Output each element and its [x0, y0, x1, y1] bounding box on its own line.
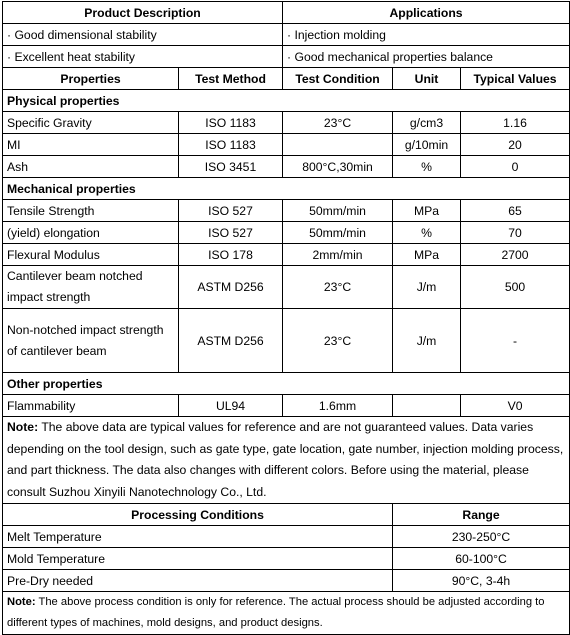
- table-row: [3, 266, 570, 309]
- property-name: Flexural Modulus: [3, 244, 179, 266]
- unit: g/10min: [393, 134, 461, 156]
- typical-value: -: [461, 309, 570, 373]
- processing-header-row: [3, 504, 570, 526]
- column-header-properties: Properties: [3, 68, 179, 90]
- typical-value: 0: [461, 156, 570, 178]
- unit: J/m: [393, 266, 461, 309]
- description-header-row: [3, 2, 570, 24]
- property-name: (yield) elongation: [3, 222, 179, 244]
- typical-value: 70: [461, 222, 570, 244]
- description-item: · Excellent heat stability: [3, 46, 283, 68]
- test-method: ASTM D256: [179, 266, 283, 309]
- processing-row: [3, 570, 570, 592]
- range-heading: Range: [393, 504, 570, 526]
- table-row: [3, 309, 570, 373]
- unit: %: [393, 156, 461, 178]
- column-header-typical-values: Typical Values: [461, 68, 570, 90]
- column-header-test-method: Test Method: [179, 68, 283, 90]
- processing-condition-name: Melt Temperature: [3, 526, 393, 548]
- property-name: Specific Gravity: [3, 112, 179, 134]
- description-item: · Good dimensional stability: [3, 24, 283, 46]
- processing-conditions-heading: Processing Conditions: [3, 504, 393, 526]
- table-row: [3, 134, 570, 156]
- application-item: · Injection molding: [283, 24, 570, 46]
- test-condition: [283, 134, 393, 156]
- test-condition: 23°C: [283, 309, 393, 373]
- applications-heading: Applications: [283, 2, 570, 24]
- section-other-properties: Other properties: [3, 373, 570, 395]
- property-name: Tensile Strength: [3, 200, 179, 222]
- product-description-heading: Product Description: [3, 2, 283, 24]
- note-label: Note:: [7, 420, 39, 434]
- section-row: [3, 90, 570, 112]
- table-row: [3, 112, 570, 134]
- property-name: Ash: [3, 156, 179, 178]
- description-row: [3, 24, 570, 46]
- processing-range: 230-250°C: [393, 526, 570, 548]
- table-row: [3, 244, 570, 266]
- test-method: ISO 527: [179, 222, 283, 244]
- test-condition: 1.6mm: [283, 395, 393, 417]
- column-header-test-condition: Test Condition: [283, 68, 393, 90]
- description-row: [3, 46, 570, 68]
- typical-value: 500: [461, 266, 570, 309]
- section-physical-properties: Physical properties: [3, 90, 570, 112]
- typical-value: V0: [461, 395, 570, 417]
- unit: %: [393, 222, 461, 244]
- table-row: [3, 222, 570, 244]
- typical-value: 1.16: [461, 112, 570, 134]
- test-condition: 23°C: [283, 266, 393, 309]
- test-method: ISO 527: [179, 200, 283, 222]
- processing-range: 60-100°C: [393, 548, 570, 570]
- data-disclaimer-note: [3, 417, 570, 504]
- property-name: Non-notched impact strength of cantilever beam: [3, 309, 179, 373]
- note-text: The above process condition is only for reference. The actual process should be adjusted according to different types of machines, mold designs, and product designs.: [7, 596, 545, 629]
- unit: MPa: [393, 200, 461, 222]
- test-condition: 23°C: [283, 112, 393, 134]
- product-datasheet-table: [2, 1, 570, 635]
- unit: [393, 395, 461, 417]
- typical-value: 20: [461, 134, 570, 156]
- test-method: UL94: [179, 395, 283, 417]
- unit: MPa: [393, 244, 461, 266]
- table-row: [3, 156, 570, 178]
- table-row: [3, 200, 570, 222]
- section-row: [3, 178, 570, 200]
- test-method: ASTM D256: [179, 309, 283, 373]
- typical-value: 65: [461, 200, 570, 222]
- application-item: · Good mechanical properties balance: [283, 46, 570, 68]
- processing-range: 90°C, 3-4h: [393, 570, 570, 592]
- typical-value: 2700: [461, 244, 570, 266]
- unit: g/cm3: [393, 112, 461, 134]
- processing-condition-name: Pre-Dry needed: [3, 570, 393, 592]
- section-mechanical-properties: Mechanical properties: [3, 178, 570, 200]
- table-row: [3, 395, 570, 417]
- property-name: Flammability: [3, 395, 179, 417]
- note-text: The above data are typical values for reference and are not guaranteed values. Data varies depending on the tool design, such as gate type, gate location, gate number, injection molding process, and part thickness. The data also changes with different colors. Before using the material, please consult Suzhou Xinyili Nanotechnology Co., Ltd.: [7, 420, 564, 499]
- property-name: Cantilever beam notched impact strength: [3, 266, 179, 309]
- test-condition: 800°C,30min: [283, 156, 393, 178]
- section-row: [3, 373, 570, 395]
- note-row: [3, 592, 570, 635]
- processing-condition-name: Mold Temperature: [3, 548, 393, 570]
- test-condition: 50mm/min: [283, 222, 393, 244]
- note-label: Note:: [7, 596, 36, 608]
- process-disclaimer-note: [3, 592, 570, 635]
- processing-row: [3, 526, 570, 548]
- test-condition: 50mm/min: [283, 200, 393, 222]
- column-header-unit: Unit: [393, 68, 461, 90]
- test-method: ISO 1183: [179, 112, 283, 134]
- property-name: MI: [3, 134, 179, 156]
- note-row: [3, 417, 570, 504]
- test-condition: 2mm/min: [283, 244, 393, 266]
- test-method: ISO 1183: [179, 134, 283, 156]
- test-method: ISO 178: [179, 244, 283, 266]
- test-method: ISO 3451: [179, 156, 283, 178]
- unit: J/m: [393, 309, 461, 373]
- processing-row: [3, 548, 570, 570]
- column-header-row: [3, 68, 570, 90]
